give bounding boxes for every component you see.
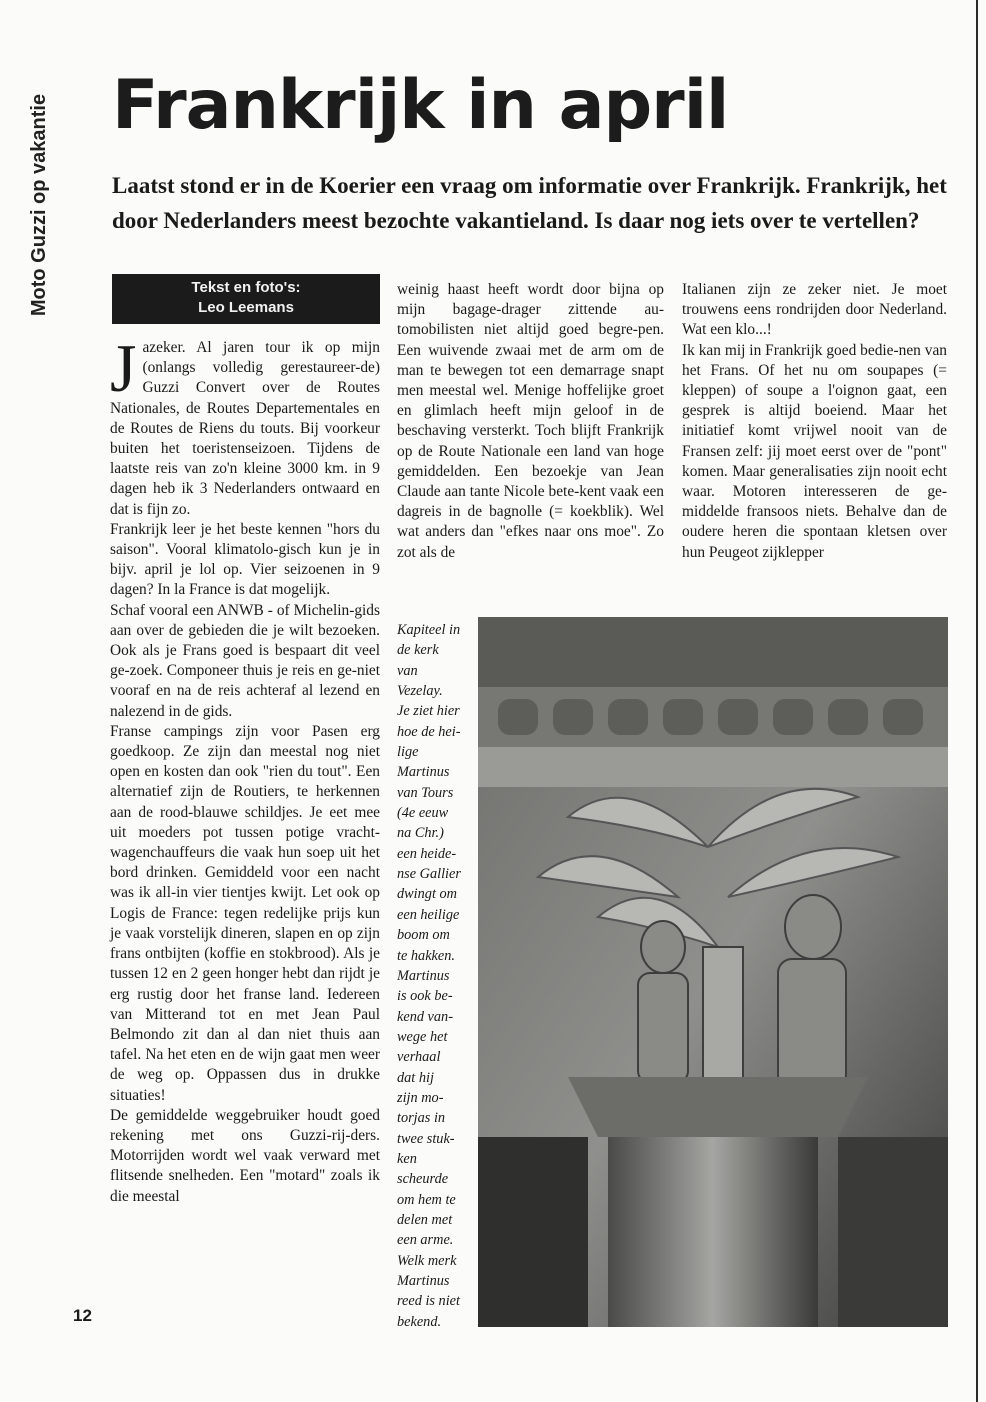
caption-line: delen met: [397, 1211, 453, 1228]
caption-line: boom om: [397, 927, 450, 944]
photo-caption: [397, 620, 473, 1332]
paragraph: Frankrijk leer je het beste kennen "hors du saison". Vooral klimatolo-gisch kun je in bijv. april je lol op. Vier seizoenen in 9 dagen? In la France is dat mogelijk.: [110, 520, 380, 599]
article-column-2: [397, 280, 664, 563]
caption-line: ken: [397, 1150, 417, 1167]
caption-line: Martinus: [397, 764, 450, 781]
paragraph: weinig haast heeft wordt door bijna op mijn bagage-drager zittende au-tomobilisten niet altijd goed begre-pen. Een wuivende zwaai met de arm om de man te bewegen tot een demarrage snapt men meestal wel. Menige hoffelijke groet en glimlach heeft mijn geloof in de beschaving versterkt. Toch blijft Frankrijk op de Route Nationale een land van hoge gemiddelden. Een bezoekje van Jean Claude aan tante Nicole bete-kent vaak een dagreis in de bagnolle (= koekblik). Wel wat anders dan "efkes naar ons moe". Zo zot als de: [397, 281, 664, 561]
caption-line: van Tours: [397, 784, 454, 801]
capital-photo: [478, 617, 948, 1327]
byline-box: [112, 274, 380, 324]
carved-capital-image: [478, 617, 948, 1327]
caption-line: lige: [397, 744, 419, 761]
caption-line: scheurde: [397, 1171, 449, 1188]
caption-line: Martinus: [397, 1273, 450, 1289]
caption-line: de kerk: [397, 642, 439, 659]
caption-line: een heide-: [397, 845, 457, 862]
drop-cap: J: [110, 330, 137, 406]
caption-line: is ook be-: [397, 988, 453, 1005]
caption-line: een arme.: [397, 1232, 454, 1249]
caption-line: Kapiteel in: [397, 622, 461, 638]
caption-line: dwingt om: [397, 886, 457, 903]
paragraph: Italianen zijn ze zeker niet. Je moet trouwens eens rondrijden door Nederland. Wat een klo...!: [682, 281, 947, 339]
byline-author: Leo Leemans: [198, 299, 294, 316]
paragraph: Ik kan mij in Frankrijk goed bedie-nen van het Frans. Of het nu om soupapes (= kleppen) of soupe a l'oignon gaat, een gesprek is altijd boeiend. Maar het initiatief komt vrijwel nooit van de Fransen zelf: jij moet eerst over de "pont" komen. Maar generalisaties zijn nooit echt waar. Motoren interesseren de ge-middelde fransoos niets. Behalve dan de oudere heren die spontaan kletsen over hun Peugeot zijklepper: [682, 341, 947, 561]
caption-line: na Chr.): [397, 825, 444, 842]
caption-line: Vezelay.: [397, 683, 443, 700]
caption-line: te hakken.: [397, 947, 455, 964]
caption-line: verhaal: [397, 1049, 441, 1066]
caption-line: zijn mo-: [397, 1089, 444, 1106]
article-column-3: [682, 280, 947, 563]
paragraph: Franse campings zijn voor Pasen erg goedkoop. Ze zijn dan meestal nog niet open en kosten dan ook "rien du tout". Een alternatief zijn de Routiers, te herkennen aan de rood-blauwe schildjes. Je eet mee uit moeders pot tussen potige vracht-wagenchauffeurs die vaak hun soep uit het bord drinken. Gemiddeld voor een nacht was ik all-in vier tientjes kwijt. Let ook op Logis de France: tegen redelijke prijs kun je vaak vorstelijk dineren, slapen en op zijn frans ontbijten (koffie en stokbrood). Als je tussen 12 en 2 geen honger hebt dan rijdt je erg rustig door het franse land. Iedereen van Mitterand tot en met Jean Paul Belmondo zit dan al dan niet thuis aan tafel. Na het eten en de wijn gaat men weer de weg op. Oppassen dus in drukke situaties!: [110, 722, 380, 1104]
caption-line: Martinus: [397, 967, 450, 984]
caption-line: twee stuk-: [397, 1130, 455, 1147]
caption-line: kend van-: [397, 1008, 453, 1025]
caption-line: nse Gallier: [397, 866, 461, 883]
caption-line: bekend.: [397, 1313, 442, 1330]
caption-line: Welk merk: [397, 1252, 457, 1269]
caption-line: dat hij: [397, 1069, 434, 1086]
article-column-1: [110, 330, 380, 1207]
caption-line: wege het: [397, 1028, 448, 1045]
caption-line: (4e eeuw: [397, 805, 449, 822]
article-lead: Laatst stond er in de Koerier een vraag om informatie over Frankrijk. Frankrijk, het door Nederlanders meest bezochte vakantieland. Is daar nog iets over te vertellen?: [112, 173, 947, 233]
byline-label: Tekst en foto's:: [191, 279, 301, 296]
caption-line: torjas in: [397, 1110, 446, 1127]
page-number: 12: [73, 1306, 92, 1325]
caption-line: hoe de hei-: [397, 723, 461, 740]
section-label: Moto Guzzi op vakantie: [28, 93, 50, 317]
article-title: Frankrijk in april: [112, 66, 729, 145]
paragraph: Jazeker. Al jaren tour ik op mijn (onlangs volledig gerestaureer-de) Guzzi Convert over de Routes Nationales, de Routes Departementales en de Routes de Riens du touts. Bij voorkeur buiten het toeristenseizoen. Tijdens de laatste reis van zo'n kleine 3000 km. in 9 dagen heb ik 3 Nederlanders ontwaard en dat is fijn zo.: [110, 330, 380, 518]
caption-line: een heilige: [397, 906, 460, 923]
caption-line: reed is niet: [397, 1293, 460, 1310]
paragraph: Schaf vooral een ANWB - of Michelin-gids aan over de gebieden die je wilt bezoeken. Ook als je Frans goed is bespaart dit veel ge-zoek. Componeer thuis je reis en ge-niet vooraf en na de reis achteraf al lezend en nalezend in de gids.: [110, 601, 380, 720]
paragraph: De gemiddelde weggebruiker houdt goed rekening met ons Guzzi-rij-ders. Motorrijden wordt wel vaak verward met flitsende snelheden. Een "motard" zoals ik die meestal: [110, 1106, 380, 1205]
caption-line: van: [397, 662, 418, 679]
caption-line: Je ziet hier: [397, 703, 460, 720]
caption-line: om hem te: [397, 1191, 456, 1208]
